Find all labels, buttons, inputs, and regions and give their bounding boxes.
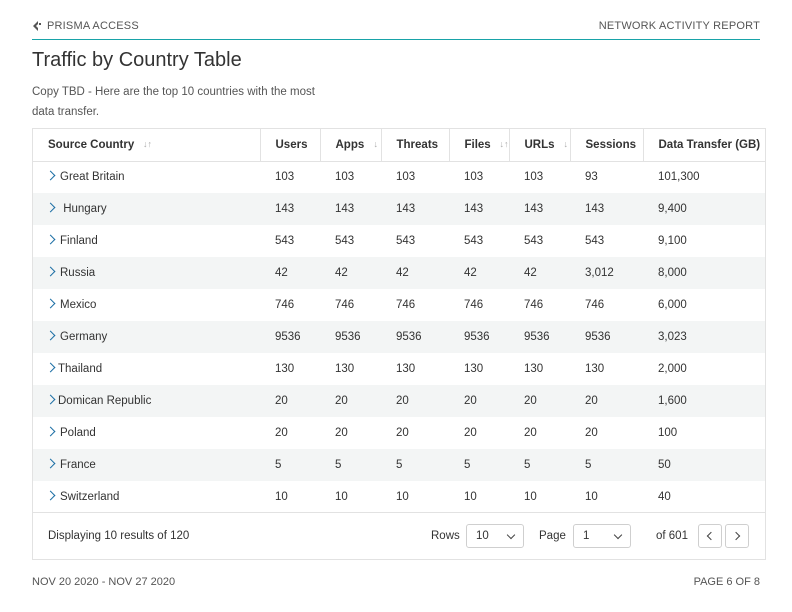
urls-cell: 130 — [524, 363, 544, 375]
table-row[interactable] — [33, 417, 766, 449]
table-row[interactable] — [33, 449, 766, 481]
country-cell[interactable]: Germany — [33, 321, 260, 353]
country-cell[interactable]: Great Britain — [33, 161, 260, 193]
page-number: PAGE 6 OF 8 — [693, 576, 760, 588]
table-row[interactable] — [33, 481, 766, 512]
urls-cell: 5 — [509, 449, 570, 481]
sessions-cell: 746 — [585, 299, 605, 311]
urls-cell: 543 — [524, 235, 544, 247]
urls-cell: 143 — [509, 193, 570, 225]
chevron-right-icon[interactable] — [46, 363, 56, 373]
sessions-cell: 3,012 — [570, 257, 643, 289]
table-header-row — [33, 129, 766, 161]
files-cell: 143 — [449, 193, 509, 225]
users-cell: 10 — [275, 491, 288, 503]
data-transfer-cell: 50 — [643, 449, 766, 481]
threats-cell: 543 — [396, 235, 416, 247]
brand — [32, 20, 139, 32]
urls-cell: 20 — [509, 385, 570, 417]
users-cell: 746 — [275, 299, 295, 311]
apps-cell: 746 — [335, 299, 355, 311]
data-transfer-cell: 9,400 — [643, 193, 766, 225]
sessions-cell: 130 — [585, 363, 605, 375]
users-cell: 20 — [275, 427, 288, 439]
users-cell: 103 — [275, 171, 295, 184]
sessions-cell: 10 — [585, 491, 598, 503]
sessions-cell: 543 — [585, 235, 605, 247]
data-transfer-cell: 8,000 — [643, 257, 766, 289]
results-count: Displaying 10 results of 120 — [48, 530, 190, 542]
urls-cell: 20 — [524, 427, 537, 439]
sessions-cell: 9536 — [570, 321, 643, 353]
sessions-cell: 5 — [570, 449, 643, 481]
threats-cell: 9536 — [381, 321, 449, 353]
table-row[interactable] — [33, 161, 766, 193]
country-cell[interactable]: Poland — [33, 417, 260, 449]
data-transfer-cell: 9,100 — [658, 235, 687, 247]
country-cell[interactable]: Hungary — [33, 193, 260, 225]
urls-cell: 42 — [509, 257, 570, 289]
table-row[interactable] — [33, 225, 766, 257]
apps-cell: 10 — [335, 491, 348, 503]
country-cell[interactable]: Domican Republic — [33, 385, 260, 417]
threats-cell: 103 — [396, 171, 416, 184]
next-page-button[interactable] — [725, 524, 749, 548]
apps-cell: 20 — [320, 385, 381, 417]
threats-cell: 20 — [396, 427, 409, 439]
files-cell: 746 — [464, 299, 484, 311]
column-header-data-transfer[interactable]: Data Transfer (GB) — [643, 129, 766, 161]
sessions-cell: 20 — [570, 385, 643, 417]
prisma-logo-icon — [32, 21, 42, 31]
rows-per-page-select[interactable]: 10 — [466, 524, 524, 548]
files-cell: 20 — [449, 385, 509, 417]
column-header-apps[interactable]: Apps ↓ — [320, 129, 381, 161]
column-header-source-country[interactable]: Source Country ↓↑ — [33, 129, 260, 161]
chevron-right-icon[interactable] — [46, 171, 56, 181]
column-header-sessions[interactable]: Sessions — [570, 129, 643, 161]
apps-cell: 5 — [320, 449, 381, 481]
column-header-urls[interactable]: URLs ↓ — [509, 129, 570, 161]
files-cell: 543 — [464, 235, 484, 247]
total-pages: of 601 — [656, 530, 688, 542]
date-range: NOV 20 2020 - NOV 27 2020 — [32, 576, 176, 588]
threats-cell: 143 — [381, 193, 449, 225]
country-cell[interactable]: Mexico — [33, 289, 260, 321]
country-table — [32, 128, 766, 512]
chevron-right-icon[interactable] — [46, 299, 56, 309]
apps-cell: 143 — [320, 193, 381, 225]
data-transfer-cell: 40 — [658, 491, 671, 503]
previous-page-button[interactable] — [698, 524, 722, 548]
data-transfer-cell: 6,000 — [658, 299, 687, 311]
chevron-right-icon[interactable] — [46, 203, 56, 213]
chevron-right-icon[interactable] — [46, 331, 56, 341]
chevron-right-icon[interactable] — [46, 395, 56, 405]
country-cell[interactable]: Finland — [33, 225, 260, 257]
rows-label: Rows — [431, 530, 460, 542]
threats-cell: 42 — [381, 257, 449, 289]
threats-cell: 130 — [396, 363, 416, 375]
chevron-left-icon — [707, 532, 715, 540]
column-header-files[interactable]: Files ↓↑ — [449, 129, 509, 161]
apps-cell: 103 — [335, 171, 355, 184]
data-transfer-cell: 1,600 — [643, 385, 766, 417]
sessions-cell: 20 — [585, 427, 598, 439]
column-header-users[interactable]: Users — [260, 129, 320, 161]
files-cell: 9536 — [449, 321, 509, 353]
users-cell: 20 — [260, 385, 320, 417]
chevron-right-icon[interactable] — [46, 235, 56, 245]
page-title: Traffic by Country Table — [32, 49, 242, 71]
users-cell: 130 — [275, 363, 295, 375]
sort-icon[interactable]: ↓ — [563, 139, 568, 149]
data-transfer-cell: 3,023 — [643, 321, 766, 353]
chevron-right-icon[interactable] — [46, 267, 56, 277]
chevron-right-icon[interactable] — [46, 491, 56, 501]
users-cell: 143 — [260, 193, 320, 225]
sessions-cell: 143 — [570, 193, 643, 225]
urls-cell: 10 — [524, 491, 537, 503]
table-row[interactable] — [33, 257, 766, 289]
pagination-bar — [32, 512, 766, 560]
threats-cell: 20 — [381, 385, 449, 417]
sort-icon[interactable]: ↓↑ — [499, 139, 509, 149]
apps-cell: 543 — [335, 235, 355, 247]
column-header-threats[interactable]: Threats — [381, 129, 449, 161]
urls-cell: 103 — [524, 171, 544, 184]
users-cell: 9536 — [260, 321, 320, 353]
data-transfer-cell: 2,000 — [658, 363, 687, 375]
users-cell: 543 — [275, 235, 295, 247]
threats-cell: 10 — [396, 491, 409, 503]
table-row[interactable] — [33, 193, 766, 225]
threats-cell: 5 — [381, 449, 449, 481]
table-row[interactable] — [33, 353, 766, 385]
apps-cell: 9536 — [320, 321, 381, 353]
data-transfer-cell: 101,300 — [658, 171, 700, 184]
users-cell: 5 — [260, 449, 320, 481]
chevron-down-icon — [614, 531, 622, 539]
country-cell[interactable]: France — [33, 449, 260, 481]
report-header — [32, 18, 760, 40]
table-row[interactable] — [33, 289, 766, 321]
apps-cell: 130 — [335, 363, 355, 375]
chevron-down-icon — [507, 531, 515, 539]
sort-icon[interactable]: ↓ — [373, 139, 378, 149]
brand-name: PRISMA ACCESS — [47, 20, 139, 32]
files-cell: 10 — [464, 491, 477, 503]
apps-cell: 20 — [335, 427, 348, 439]
files-cell: 42 — [449, 257, 509, 289]
page-description: Copy TBD - Here are the top 10 countries with the most data transfer. — [32, 86, 315, 118]
page-select[interactable]: 1 — [573, 524, 631, 548]
country-cell[interactable]: Switzerland — [33, 481, 260, 512]
files-cell: 5 — [449, 449, 509, 481]
sort-icon[interactable]: ↓↑ — [143, 139, 152, 149]
files-cell: 130 — [464, 363, 484, 375]
urls-cell: 746 — [524, 299, 544, 311]
apps-cell: 42 — [320, 257, 381, 289]
chevron-right-icon — [732, 532, 740, 540]
urls-cell: 9536 — [509, 321, 570, 353]
table-row[interactable] — [33, 385, 766, 417]
page-label: Page — [539, 530, 566, 542]
data-transfer-cell: 100 — [658, 427, 678, 439]
sessions-cell: 93 — [585, 171, 598, 184]
country-cell[interactable]: Russia — [33, 257, 260, 289]
country-cell[interactable]: Thailand — [33, 353, 260, 385]
threats-cell: 746 — [396, 299, 416, 311]
table-row[interactable] — [33, 321, 766, 353]
users-cell: 42 — [260, 257, 320, 289]
chevron-right-icon[interactable] — [46, 427, 56, 437]
files-cell: 103 — [464, 171, 484, 184]
report-name: NETWORK ACTIVITY REPORT — [598, 20, 760, 32]
files-cell: 20 — [464, 427, 477, 439]
chevron-right-icon[interactable] — [46, 459, 56, 469]
